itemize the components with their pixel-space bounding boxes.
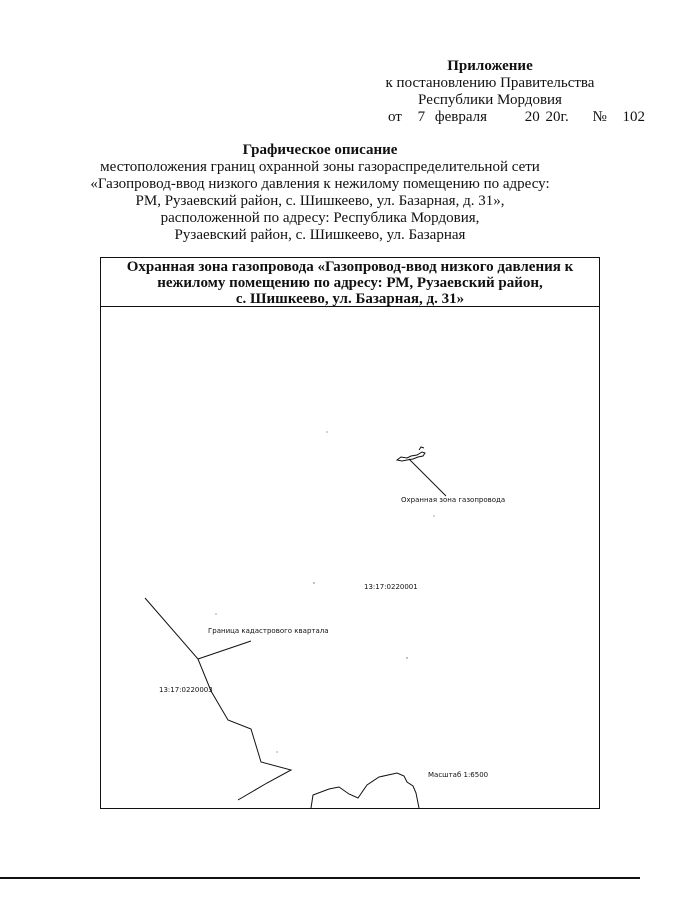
- decree-number: 102: [622, 109, 646, 125]
- description-line-5: Рузаевский район, с. Шишкеево, ул. Базарная: [174, 227, 466, 243]
- appendix-title: Приложение: [447, 58, 533, 74]
- map-noise-dots: [215, 431, 434, 752]
- terrain-contour: [311, 773, 419, 808]
- map-header: [101, 258, 599, 307]
- appendix-line-2: Республики Мордовия: [418, 92, 562, 108]
- page-bottom-rule: [0, 877, 640, 879]
- description-line-1: местоположения границ охранной зоны газораспределительной сети: [100, 159, 540, 175]
- description-line-3: РМ, Рузаевский район, с. Шишкеево, ул. Базарная, д. 31»,: [135, 193, 505, 209]
- boundary-label: Граница кадастрового квартала: [208, 627, 329, 635]
- map-frame: [100, 257, 600, 809]
- date-year-prefix: 20: [524, 109, 540, 125]
- zone-label: Охранная зона газопровода: [401, 496, 506, 504]
- date-month: февраля: [434, 109, 487, 125]
- zone-leader-line: [409, 459, 446, 496]
- map-header-line-1: Охранная зона газопровода «Газопровод-ввод низкого давления к: [126, 259, 574, 275]
- date-day: 7: [417, 109, 426, 125]
- gas-zone-shape: [397, 447, 425, 461]
- approval-date-line: [388, 109, 645, 126]
- parcel-1-label: 13:17:0220001: [364, 583, 418, 591]
- boundary-leader-line: [198, 641, 251, 659]
- map-header-line-3: с. Шишкеево, ул. Базарная, д. 31»: [235, 291, 465, 307]
- description-line-4: расположенной по адресу: Республика Мордовия,: [160, 210, 480, 226]
- cadastral-map: [101, 307, 599, 809]
- parcel-2-label: 13:17:0220003: [159, 686, 213, 694]
- description-line-2: «Газопровод-ввод низкого давления к нежилому помещению по адресу:: [90, 176, 550, 192]
- date-prefix: от: [388, 109, 402, 125]
- map-header-line-2: нежилому помещению по адресу: РМ, Рузаевский район,: [157, 275, 543, 291]
- appendix-line-1: к постановлению Правительства: [385, 75, 595, 91]
- date-year-suffix: 20г.: [545, 109, 569, 125]
- number-label: №: [592, 109, 607, 125]
- scale-label: Масштаб 1:6500: [428, 771, 489, 779]
- description-title: Графическое описание: [242, 142, 398, 158]
